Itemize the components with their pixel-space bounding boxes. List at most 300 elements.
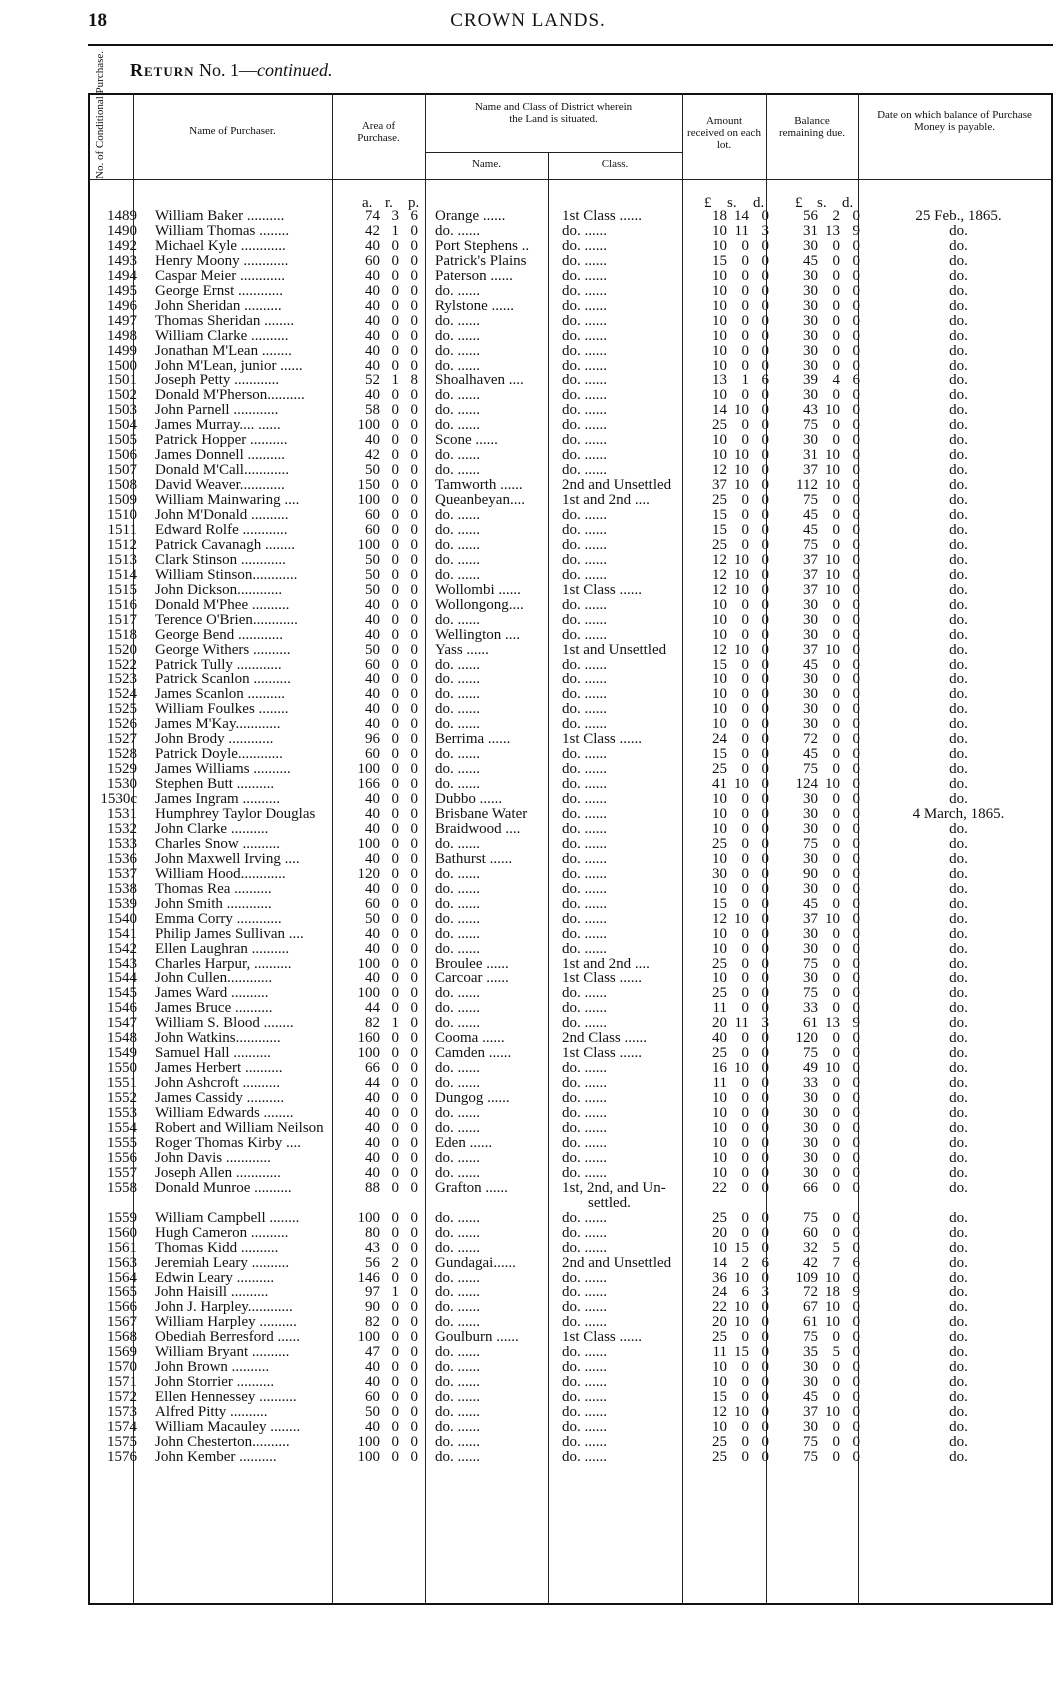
amount-shillings: 0 <box>741 925 749 942</box>
area-roods: 0 <box>391 686 399 703</box>
table-row <box>90 806 1051 822</box>
district-name: do. ...... <box>435 1419 480 1435</box>
purchaser-name: Donald M'Phee .......... <box>155 596 290 613</box>
amount-pounds: 22 <box>712 1299 727 1316</box>
area-perches: 0 <box>410 447 418 464</box>
area-acres: 50 <box>365 566 380 583</box>
balance-pounds: 30 <box>803 611 818 628</box>
area-perches: 0 <box>410 327 418 344</box>
area-roods: 0 <box>391 985 399 1002</box>
amount-pence: 0 <box>761 671 769 688</box>
balance-pence: 0 <box>852 940 860 957</box>
balance-pounds: 30 <box>803 925 818 942</box>
balance-pounds: 61 <box>803 1015 818 1032</box>
header-district: Name and Class of District wherein the Land is situated. <box>474 101 633 125</box>
balance-shillings: 13 <box>825 222 840 239</box>
table-row <box>90 268 1051 284</box>
district-subheader-rule <box>425 152 682 153</box>
balance-pounds: 45 <box>803 656 818 673</box>
amount-pence: 0 <box>761 955 769 972</box>
area-perches: 0 <box>410 1389 418 1406</box>
amount-shillings: 0 <box>741 626 749 643</box>
amount-shillings: 0 <box>741 611 749 628</box>
table-row <box>90 477 1051 493</box>
district-name: do. ...... <box>435 387 480 404</box>
amount-shillings: 0 <box>741 716 749 733</box>
table-row <box>90 791 1051 807</box>
amount-pence: 0 <box>761 1090 769 1107</box>
area-perches: 0 <box>410 297 418 314</box>
purchase-number: 1573 <box>107 1404 137 1421</box>
district-name: do. ...... <box>435 746 480 763</box>
payment-date: do. <box>949 507 968 523</box>
table-row <box>90 1434 1051 1450</box>
table-row <box>90 1284 1051 1300</box>
area-perches: 0 <box>410 940 418 957</box>
balance-pence: 9 <box>852 1284 860 1301</box>
balance-pounds: 30 <box>803 880 818 897</box>
district-name: Broulee ...... <box>435 955 509 972</box>
district-class: do. ...... <box>562 387 607 404</box>
amount-pounds: 10 <box>712 342 727 359</box>
balance-shillings: 0 <box>832 626 840 643</box>
amount-shillings: 0 <box>741 1134 749 1151</box>
district-class: do. ...... <box>562 267 607 284</box>
balance-shillings: 0 <box>832 820 840 837</box>
district-name: do. ...... <box>435 1075 480 1092</box>
table-row <box>90 941 1051 957</box>
balance-pounds: 30 <box>803 357 818 374</box>
purchaser-name: Donald M'Pherson.......... <box>155 387 305 404</box>
district-name: Brisbane Water <box>435 806 528 822</box>
balance-pounds: 75 <box>803 417 818 434</box>
purchaser-name: John Kember .......... <box>155 1448 277 1465</box>
area-acres: 52 <box>365 372 380 389</box>
district-name: do. ...... <box>435 1105 480 1121</box>
area-roods: 0 <box>391 820 399 837</box>
balance-pence: 0 <box>852 686 860 703</box>
area-roods: 0 <box>391 237 399 254</box>
area-acres: 60 <box>365 746 380 763</box>
area-acres: 100 <box>357 761 380 778</box>
purchase-number: 1517 <box>107 611 137 628</box>
balance-pounds: 72 <box>803 1284 818 1301</box>
district-class: 1st Class ...... <box>562 581 643 598</box>
balance-pence: 0 <box>852 850 860 867</box>
purchaser-name: John Davis ............ <box>155 1149 271 1166</box>
balance-pounds: 75 <box>803 536 818 553</box>
amount-pence: 0 <box>761 1105 769 1121</box>
balance-pence: 0 <box>852 237 860 254</box>
district-name: Yass ...... <box>435 641 489 658</box>
area-acres: 146 <box>357 1269 380 1286</box>
purchase-number: 1575 <box>107 1433 137 1450</box>
unit-shilling-balance: s. <box>817 195 827 211</box>
balance-shillings: 0 <box>832 596 840 613</box>
district-class: do. ...... <box>562 835 607 852</box>
balance-pounds: 30 <box>803 1359 818 1376</box>
amount-shillings: 0 <box>741 1090 749 1107</box>
amount-shillings: 10 <box>734 641 749 658</box>
balance-shillings: 0 <box>832 1433 840 1450</box>
district-name: Orange ...... <box>435 208 506 224</box>
area-perches: 0 <box>410 1134 418 1151</box>
district-name: Cooma ...... <box>435 1030 505 1047</box>
purchase-number: 1543 <box>107 955 137 972</box>
purchase-number: 1554 <box>107 1119 137 1136</box>
table-row <box>90 283 1051 299</box>
area-roods: 0 <box>391 1000 399 1017</box>
area-acres: 40 <box>365 387 380 404</box>
unit-pound-amount: £ <box>704 195 712 211</box>
balance-pounds: 30 <box>803 282 818 299</box>
purchaser-name: James Cassidy .......... <box>155 1090 285 1107</box>
purchaser-name: Humphrey Taylor Douglas <box>155 806 316 822</box>
purchaser-name: Jeremiah Leary .......... <box>155 1254 290 1271</box>
district-name: do. ...... <box>435 1060 480 1077</box>
district-class: do. ...... <box>562 940 607 957</box>
balance-shillings: 10 <box>825 641 840 658</box>
amount-pounds: 25 <box>712 1209 727 1226</box>
district-name: do. ...... <box>435 566 480 583</box>
balance-pounds: 30 <box>803 1149 818 1166</box>
district-class: do. ...... <box>562 566 607 583</box>
balance-pounds: 30 <box>803 940 818 957</box>
amount-shillings: 0 <box>741 312 749 329</box>
amount-pounds: 10 <box>712 611 727 628</box>
district-name: do. ...... <box>435 1284 480 1301</box>
amount-pence: 3 <box>761 222 769 239</box>
district-name: do. ...... <box>435 776 480 793</box>
payment-date: do. <box>949 1239 968 1256</box>
purchaser-name: James Ingram .......... <box>155 791 280 808</box>
district-class: 1st Class ...... <box>562 970 643 987</box>
area-roods: 1 <box>391 222 399 239</box>
district-class: do. ...... <box>562 521 607 538</box>
district-class: do. ...... <box>562 925 607 942</box>
balance-pounds: 37 <box>803 581 818 598</box>
area-perches: 0 <box>410 910 418 927</box>
table-row <box>90 851 1051 867</box>
table-row <box>90 223 1051 239</box>
area-acres: 40 <box>365 940 380 957</box>
area-roods: 0 <box>391 402 399 419</box>
amount-pence: 0 <box>761 865 769 882</box>
purchaser-name: Patrick Hopper .......... <box>155 432 288 449</box>
unit-pence-balance: d. <box>842 195 854 211</box>
purchase-number: 1524 <box>107 686 137 703</box>
purchaser-name: Michael Kyle ............ <box>155 237 286 254</box>
district-name: do. ...... <box>435 880 480 897</box>
balance-pounds: 39 <box>803 372 818 389</box>
payment-date: do. <box>949 581 968 598</box>
amount-pence: 6 <box>761 1254 769 1271</box>
amount-shillings: 0 <box>741 686 749 703</box>
balance-pence: 0 <box>852 835 860 852</box>
purchase-number: 1539 <box>107 895 137 912</box>
area-perches: 0 <box>410 1254 418 1271</box>
table-row <box>90 866 1051 882</box>
area-acres: 40 <box>365 611 380 628</box>
balance-shillings: 10 <box>825 910 840 927</box>
balance-pounds: 33 <box>803 1075 818 1092</box>
district-name: do. ...... <box>435 1164 480 1181</box>
balance-pounds: 37 <box>803 641 818 658</box>
area-roods: 1 <box>391 372 399 389</box>
district-name: Eden ...... <box>435 1134 493 1151</box>
purchaser-name: John Brown .......... <box>155 1359 270 1376</box>
table-row <box>90 642 1051 658</box>
purchaser-name: Clark Stinson ............ <box>155 551 286 568</box>
balance-shillings: 10 <box>825 776 840 793</box>
district-class: do. ...... <box>562 372 607 389</box>
amount-pence: 0 <box>761 1030 769 1047</box>
balance-pounds: 60 <box>803 1224 818 1241</box>
purchaser-name: Samuel Hall .......... <box>155 1045 271 1062</box>
payment-date: do. <box>949 656 968 673</box>
purchase-number: 1544 <box>107 970 137 987</box>
table-row <box>90 313 1051 329</box>
balance-pounds: 109 <box>795 1269 818 1286</box>
area-perches: 0 <box>410 776 418 793</box>
area-perches: 0 <box>410 1060 418 1077</box>
balance-pounds: 30 <box>803 1090 818 1107</box>
purchase-number: 1526 <box>107 716 137 733</box>
area-acres: 97 <box>365 1284 380 1301</box>
area-roods: 0 <box>391 761 399 778</box>
balance-shillings: 0 <box>832 342 840 359</box>
payment-date: do. <box>949 237 968 254</box>
district-class: do. ...... <box>562 1164 607 1181</box>
purchaser-name: James Murray.... ...... <box>155 417 281 434</box>
area-roods: 0 <box>391 1030 399 1047</box>
purchase-number: 1532 <box>107 820 137 837</box>
balance-pence: 0 <box>852 327 860 344</box>
payment-date: do. <box>949 1359 968 1376</box>
district-class: do. ...... <box>562 1090 607 1107</box>
payment-date: do. <box>949 402 968 419</box>
purchaser-name: David Weaver............ <box>155 477 285 494</box>
payment-date: do. <box>949 252 968 269</box>
area-acres: 40 <box>365 1090 380 1107</box>
amount-pounds: 36 <box>712 1269 727 1286</box>
balance-pence: 0 <box>852 761 860 778</box>
balance-shillings: 10 <box>825 566 840 583</box>
amount-pence: 0 <box>761 985 769 1002</box>
purchase-number: 1550 <box>107 1060 137 1077</box>
payment-date: do. <box>949 1209 968 1226</box>
district-name: do. ...... <box>435 1374 480 1391</box>
balance-shillings: 0 <box>832 357 840 374</box>
purchaser-name: John Smith ............ <box>155 895 272 912</box>
district-name: do. ...... <box>435 1359 480 1376</box>
amount-pence: 0 <box>761 880 769 897</box>
area-acres: 50 <box>365 641 380 658</box>
area-acres: 40 <box>365 1419 380 1435</box>
amount-pounds: 25 <box>712 1045 727 1062</box>
area-perches: 0 <box>410 1374 418 1391</box>
payment-date: do. <box>949 1224 968 1241</box>
purchaser-name: Donald M'Call............ <box>155 462 289 479</box>
purchase-number: 1552 <box>107 1090 137 1107</box>
amount-pounds: 10 <box>712 432 727 449</box>
area-perches: 0 <box>410 880 418 897</box>
balance-shillings: 0 <box>832 1105 840 1121</box>
balance-shillings: 0 <box>832 1209 840 1226</box>
area-perches: 0 <box>410 1329 418 1346</box>
amount-pence: 0 <box>761 432 769 449</box>
purchase-number: 1569 <box>107 1344 137 1361</box>
balance-pence: 0 <box>852 551 860 568</box>
balance-pence: 0 <box>852 1359 860 1376</box>
district-name: do. ...... <box>435 671 480 688</box>
unit-shilling-amount: s. <box>727 195 737 211</box>
amount-pounds: 25 <box>712 1329 727 1346</box>
purchaser-name: Emma Corry ............ <box>155 910 282 927</box>
payment-date: do. <box>949 357 968 374</box>
amount-pence: 0 <box>761 820 769 837</box>
amount-pounds: 25 <box>712 536 727 553</box>
amount-pence: 0 <box>761 1433 769 1450</box>
table-row <box>90 537 1051 553</box>
balance-pounds: 75 <box>803 492 818 509</box>
table-row <box>90 1030 1051 1046</box>
amount-pence: 0 <box>761 536 769 553</box>
payment-date: do. <box>949 477 968 494</box>
amount-shillings: 0 <box>741 1105 749 1121</box>
balance-shillings: 0 <box>832 806 840 822</box>
area-acres: 40 <box>365 1374 380 1391</box>
amount-pence: 0 <box>761 1239 769 1256</box>
purchase-number: 1547 <box>107 1015 137 1032</box>
district-name: do. ...... <box>435 1015 480 1032</box>
balance-shillings: 0 <box>832 327 840 344</box>
amount-pounds: 15 <box>712 656 727 673</box>
area-perches: 0 <box>410 402 418 419</box>
amount-shillings: 0 <box>741 252 749 269</box>
balance-pence: 0 <box>852 1149 860 1166</box>
purchase-number: 1513 <box>107 551 137 568</box>
area-roods: 0 <box>391 536 399 553</box>
balance-pence: 6 <box>852 372 860 389</box>
table-row <box>90 1165 1051 1181</box>
amount-shillings: 0 <box>741 940 749 957</box>
amount-pounds: 15 <box>712 746 727 763</box>
district-name: Paterson ...... <box>435 267 513 284</box>
balance-pence: 0 <box>852 791 860 808</box>
balance-pounds: 37 <box>803 566 818 583</box>
table-row <box>90 328 1051 344</box>
district-class: do. ...... <box>562 716 607 733</box>
area-perches: 0 <box>410 357 418 374</box>
payment-date: do. <box>949 955 968 972</box>
purchase-number: 1508 <box>107 477 137 494</box>
area-roods: 0 <box>391 1209 399 1226</box>
balance-shillings: 10 <box>825 551 840 568</box>
balance-pounds: 30 <box>803 267 818 284</box>
district-class: do. ...... <box>562 1105 607 1121</box>
table-row <box>90 507 1051 523</box>
district-class: 1st Class ...... <box>562 1329 643 1346</box>
balance-pounds: 30 <box>803 701 818 718</box>
balance-pounds: 75 <box>803 1045 818 1062</box>
amount-shillings: 0 <box>741 1000 749 1017</box>
purchase-number: 1494 <box>107 267 137 284</box>
purchaser-name: James Ward .......... <box>155 985 269 1002</box>
purchase-number: 1498 <box>107 327 137 344</box>
purchase-number: 1500 <box>107 357 137 374</box>
amount-pence: 0 <box>761 970 769 987</box>
purchase-number: 1541 <box>107 925 137 942</box>
area-acres: 40 <box>365 626 380 643</box>
payment-date: 25 Feb., 1865. <box>915 208 1002 224</box>
balance-shillings: 0 <box>832 1389 840 1406</box>
balance-pence: 0 <box>852 402 860 419</box>
area-perches: 0 <box>410 701 418 718</box>
area-perches: 0 <box>410 985 418 1002</box>
balance-shillings: 0 <box>832 507 840 523</box>
amount-pounds: 11 <box>712 1075 727 1092</box>
balance-pounds: 124 <box>795 776 818 793</box>
balance-pence: 0 <box>852 387 860 404</box>
payment-date: do. <box>949 1329 968 1346</box>
amount-shillings: 0 <box>741 1359 749 1376</box>
balance-shillings: 0 <box>832 731 840 748</box>
balance-shillings: 0 <box>832 1045 840 1062</box>
district-name: Port Stephens .. <box>435 237 530 254</box>
purchaser-name: Joseph Allen ............ <box>155 1164 281 1181</box>
area-perches: 0 <box>410 686 418 703</box>
amount-shillings: 0 <box>741 1119 749 1136</box>
amount-shillings: 10 <box>734 566 749 583</box>
amount-pence: 0 <box>761 806 769 822</box>
purchaser-name: James M'Kay............ <box>155 716 281 733</box>
amount-pence: 0 <box>761 701 769 718</box>
purchaser-name: Philip James Sullivan .... <box>155 925 304 942</box>
balance-pence: 0 <box>852 985 860 1002</box>
area-perches: 0 <box>410 432 418 449</box>
area-roods: 0 <box>391 1374 399 1391</box>
district-name: Shoalhaven .... <box>435 372 524 389</box>
balance-pounds: 45 <box>803 1389 818 1406</box>
purchase-number: 1497 <box>107 312 137 329</box>
table-row <box>90 1000 1051 1016</box>
balance-pence: 0 <box>852 1329 860 1346</box>
balance-shillings: 0 <box>832 432 840 449</box>
amount-shillings: 0 <box>741 1329 749 1346</box>
table-row <box>90 522 1051 538</box>
payment-date: do. <box>949 432 968 449</box>
district-class: do. ...... <box>562 327 607 344</box>
balance-pence: 0 <box>852 1344 860 1361</box>
purchaser-name: William Bryant .......... <box>155 1344 290 1361</box>
amount-shillings: 0 <box>741 835 749 852</box>
purchaser-name: Thomas Kidd .......... <box>155 1239 279 1256</box>
amount-pence: 0 <box>761 850 769 867</box>
district-name: do. ...... <box>435 402 480 419</box>
area-acres: 40 <box>365 1134 380 1151</box>
balance-pounds: 75 <box>803 835 818 852</box>
amount-pounds: 12 <box>712 581 727 598</box>
balance-shillings: 0 <box>832 985 840 1002</box>
table-row <box>90 731 1051 747</box>
purchaser-name: William Thomas ........ <box>155 222 290 239</box>
payment-date: do. <box>949 1299 968 1316</box>
area-acres: 40 <box>365 970 380 987</box>
amount-pounds: 11 <box>712 1344 727 1361</box>
purchaser-name: Alfred Pitty .......... <box>155 1404 268 1421</box>
amount-pounds: 10 <box>712 1164 727 1181</box>
